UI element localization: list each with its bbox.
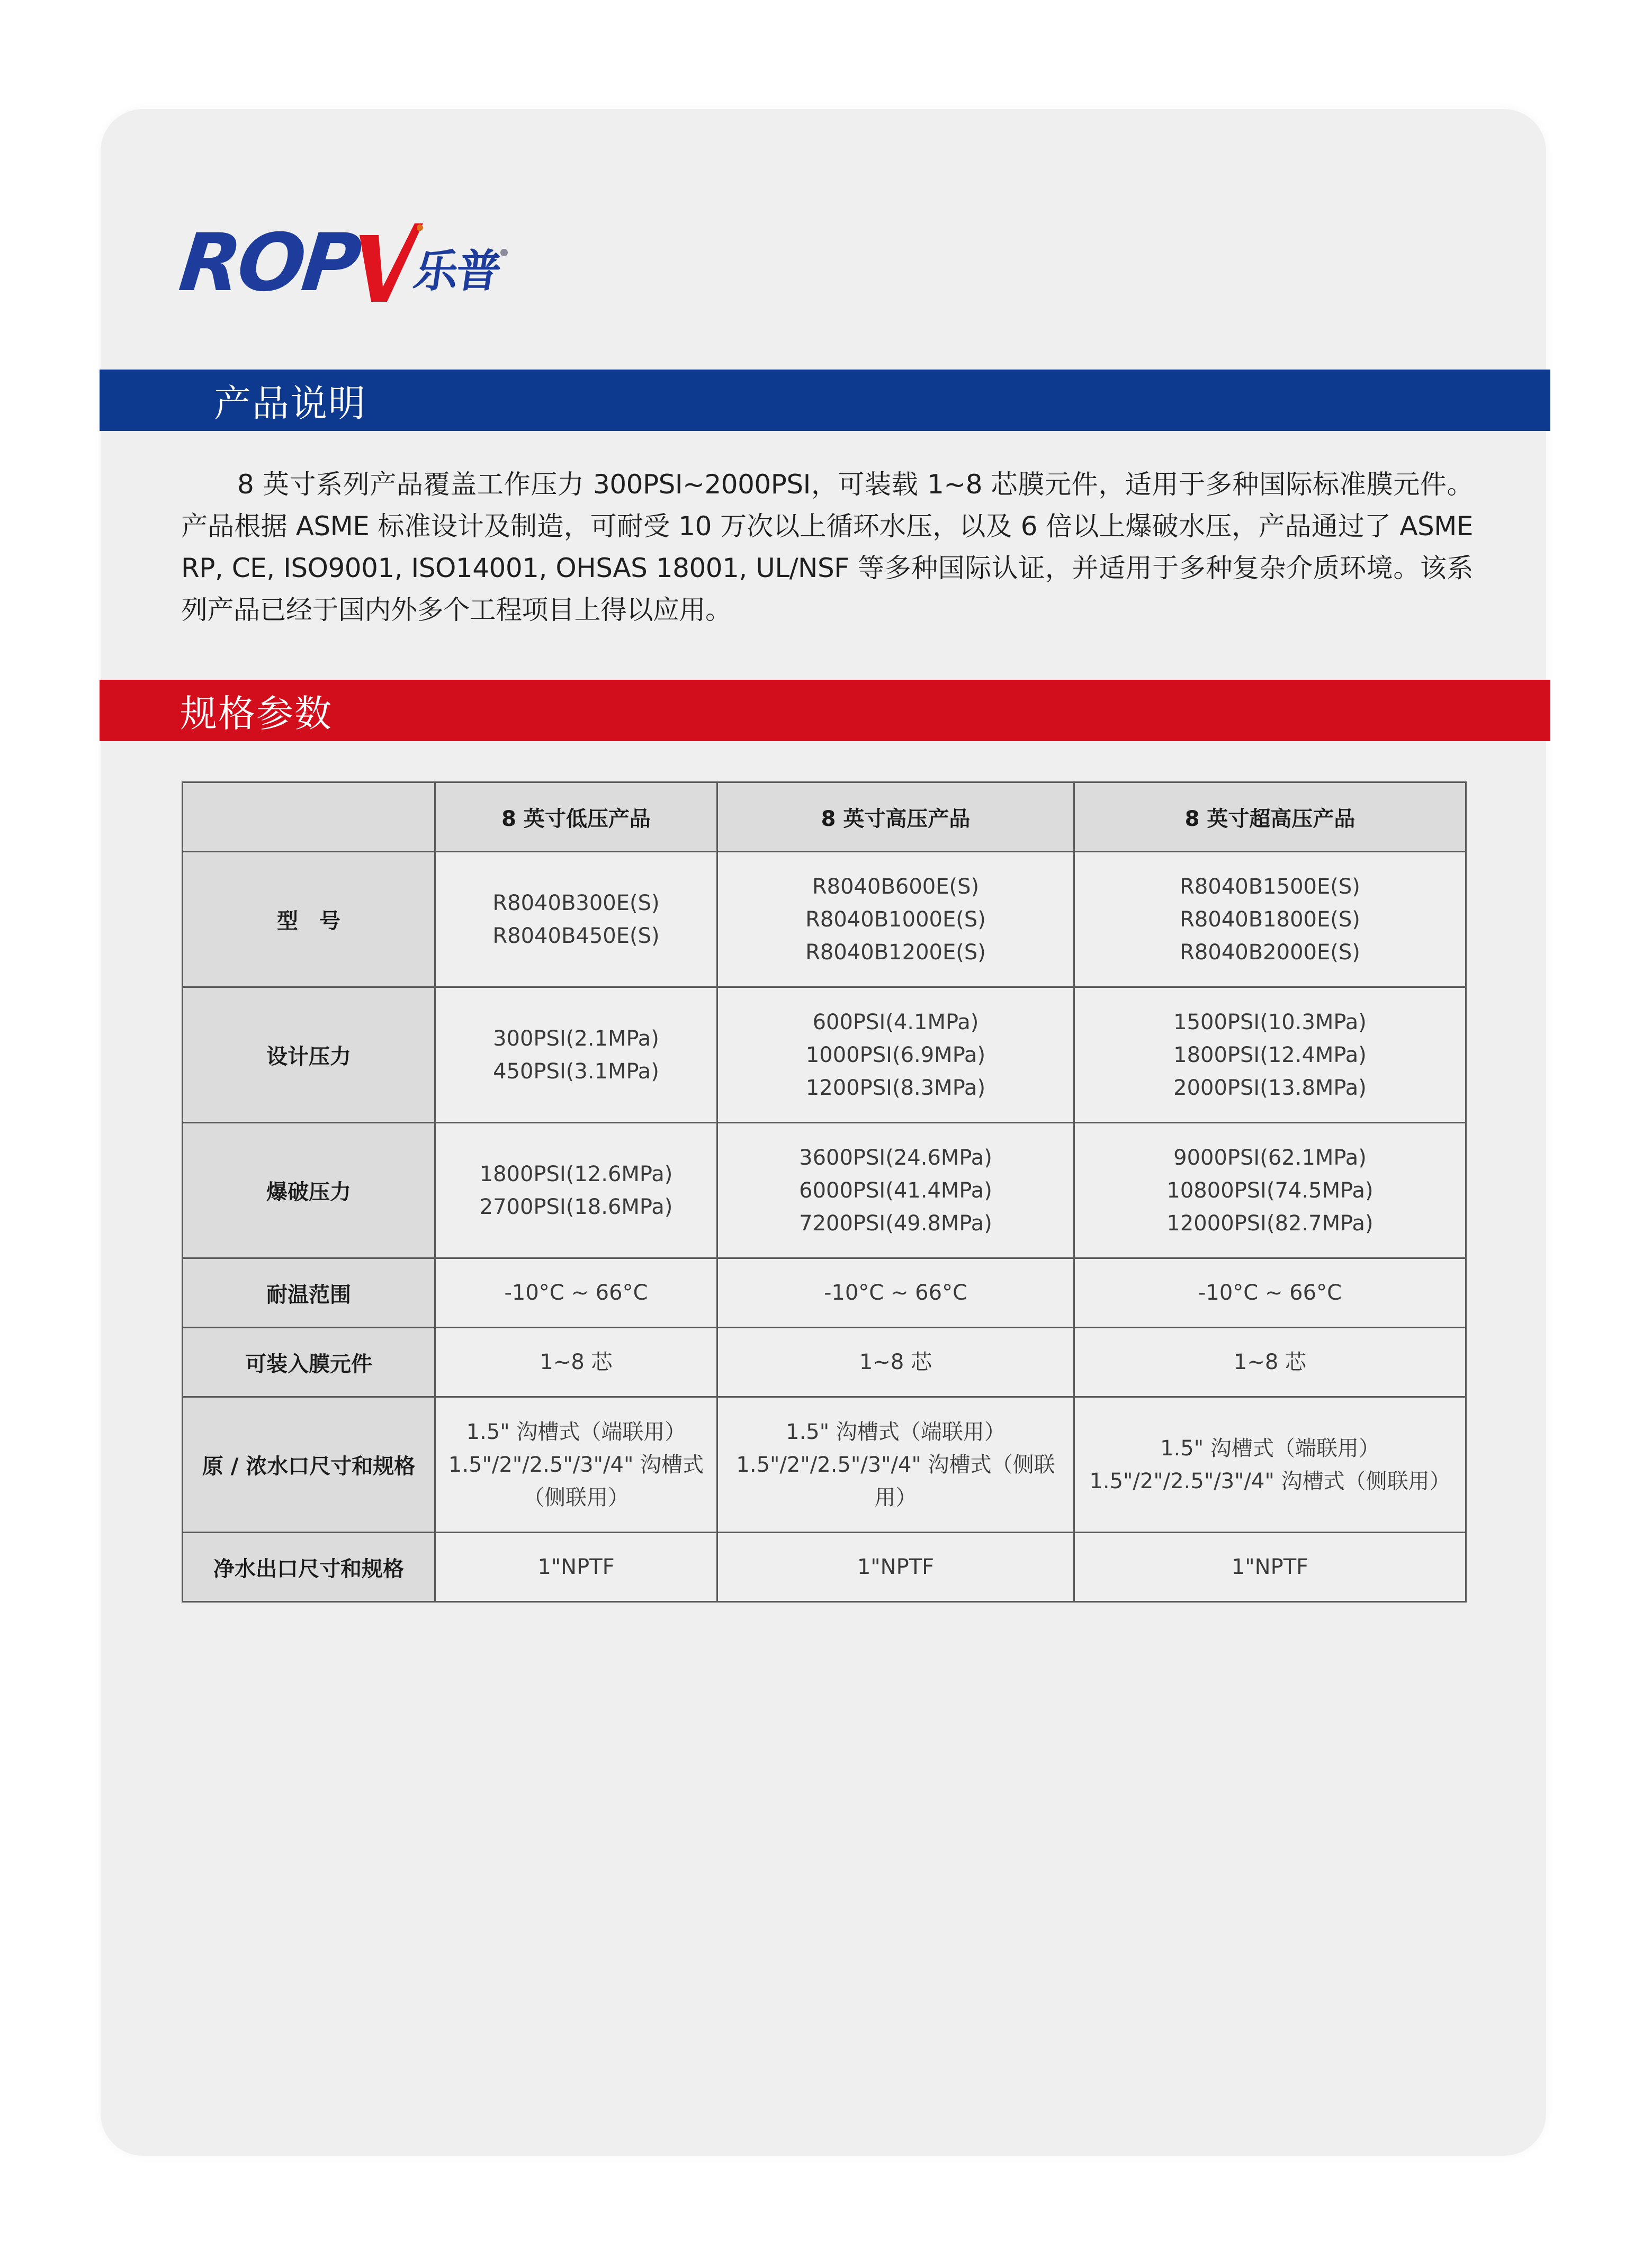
logo-chinese-name: 乐普 xyxy=(410,245,502,297)
table-row-permeate-port xyxy=(183,1533,1466,1602)
header-cell-high-pressure: 8 英寸高压产品 xyxy=(717,782,1074,852)
cell-line: R8040B1000E(S) xyxy=(805,907,986,932)
table-cell xyxy=(717,852,1074,987)
cell-line: 300PSI(2.1MPa) xyxy=(493,1026,659,1051)
table-row-membrane-capacity xyxy=(183,1328,1466,1397)
cell-line: 1.5" 沟槽式（端联用） xyxy=(1160,1436,1380,1461)
table-cell xyxy=(1074,1397,1466,1533)
table-cell xyxy=(717,1123,1074,1258)
cell-line: -10°C ~ 66°C xyxy=(504,1281,648,1305)
cell-line: R8040B1500E(S) xyxy=(1180,874,1360,899)
cell-line: 1"NPTF xyxy=(857,1555,935,1579)
row-label: 爆破压力 xyxy=(183,1123,435,1258)
section-title: 产品说明 xyxy=(214,381,366,425)
table-row-burst-pressure xyxy=(183,1123,1466,1258)
cell-line: R8040B600E(S) xyxy=(812,874,980,899)
cell-line: 3600PSI(24.6MPa) xyxy=(799,1145,992,1170)
table-cell xyxy=(717,1533,1074,1602)
cell-line: 1000PSI(6.9MPa) xyxy=(805,1042,986,1067)
cell-line: -10°C ~ 66°C xyxy=(823,1281,968,1305)
cell-line: 1~8 芯 xyxy=(859,1350,932,1374)
section-header-description xyxy=(100,370,1550,431)
specification-table xyxy=(182,781,1467,1603)
table-cell xyxy=(1074,1533,1466,1602)
table-cell xyxy=(435,1397,717,1533)
header-cell-ultra-high-pressure: 8 英寸超高压产品 xyxy=(1074,782,1466,852)
table-cell xyxy=(1074,1123,1466,1258)
cell-line: 1"NPTF xyxy=(1231,1555,1309,1579)
table-cell xyxy=(717,1397,1074,1533)
row-label: 设计压力 xyxy=(183,987,435,1123)
table-cell xyxy=(435,1533,717,1602)
table-cell xyxy=(435,1328,717,1397)
section-header-specs xyxy=(100,680,1550,741)
cell-line: 9000PSI(62.1MPa) xyxy=(1173,1145,1367,1170)
header-cell-empty xyxy=(183,782,435,852)
cell-line: （侧联用） xyxy=(523,1485,629,1510)
cell-line: 1500PSI(10.3MPa) xyxy=(1173,1010,1367,1034)
table-cell xyxy=(1074,1328,1466,1397)
table-row-model xyxy=(183,852,1466,987)
table-cell xyxy=(717,1328,1074,1397)
cell-line: 2000PSI(13.8MPa) xyxy=(1173,1075,1367,1100)
product-description-paragraph: 8 英寸系列产品覆盖工作压力 300PSI~2000PSI，可装载 1~8 芯膜元件，适用于多种国际标准膜元件。产品根据 ASME 标准设计及制造，可耐受 10 万次以上循环水压，以及 6 倍以上爆破水压，产品通过了 ASME RP, CE, ISO9001, ISO14001, OHSAS 18001, UL/NSF 等多种国际认证，并适用于多种复杂介质环境。该系列产品已经于国内外多个工程项目上得以应用。 xyxy=(181,469,1473,625)
cell-line: R8040B1200E(S) xyxy=(805,940,986,965)
cell-line: 1.5"/2"/2.5"/3"/4" 沟槽式 xyxy=(448,1452,704,1477)
cell-line: 1.5"/2"/2.5"/3"/4" 沟槽式（侧联用） xyxy=(1089,1469,1451,1493)
table-row-temperature-range xyxy=(183,1258,1466,1328)
cell-line: 1.5" 沟槽式（端联用） xyxy=(466,1419,686,1444)
header-cell-low-pressure: 8 英寸低压产品 xyxy=(435,782,717,852)
row-label: 可装入膜元件 xyxy=(183,1328,435,1397)
table-cell xyxy=(435,1123,717,1258)
cell-line: R8040B300E(S) xyxy=(492,890,660,915)
cell-line: 1800PSI(12.4MPa) xyxy=(1173,1042,1367,1067)
row-label: 原 / 浓水口尺寸和规格 xyxy=(183,1397,435,1533)
cell-line: 1.5" 沟槽式（端联用） xyxy=(786,1419,1005,1444)
cell-line: R8040B2000E(S) xyxy=(1180,940,1360,965)
cell-line: 450PSI(3.1MPa) xyxy=(493,1059,659,1084)
cell-line: 1~8 芯 xyxy=(1233,1350,1307,1374)
row-label: 净水出口尺寸和规格 xyxy=(183,1533,435,1602)
table-row-design-pressure xyxy=(183,987,1466,1123)
table-cell xyxy=(435,852,717,987)
logo-wordmark: ROP xyxy=(175,217,363,309)
cell-line: -10°C ~ 66°C xyxy=(1198,1281,1342,1305)
table-cell xyxy=(1074,1258,1466,1328)
table-cell xyxy=(717,987,1074,1123)
table-cell xyxy=(717,1258,1074,1328)
table-cell xyxy=(1074,987,1466,1123)
cell-line: 10800PSI(74.5MPa) xyxy=(1166,1178,1373,1203)
cell-line: 1~8 芯 xyxy=(540,1350,613,1374)
cell-line: 12000PSI(82.7MPa) xyxy=(1166,1211,1373,1236)
cell-line: 600PSI(4.1MPa) xyxy=(812,1010,979,1034)
row-label: 耐温范围 xyxy=(183,1258,435,1328)
cell-line: 1800PSI(12.6MPa) xyxy=(479,1162,673,1186)
table-cell xyxy=(435,1258,717,1328)
cell-line: 1200PSI(8.3MPa) xyxy=(805,1075,986,1100)
logo-v-mark-icon xyxy=(355,223,419,303)
table-cell xyxy=(435,987,717,1123)
cell-line: R8040B450E(S) xyxy=(492,923,660,948)
table-cell xyxy=(1074,852,1466,987)
cell-line: 2700PSI(18.6MPa) xyxy=(479,1194,673,1219)
cell-line: 1"NPTF xyxy=(537,1555,615,1579)
row-label: 型 号 xyxy=(183,852,435,987)
cell-line: R8040B1800E(S) xyxy=(1180,907,1360,932)
table-row-feed-concentrate-port xyxy=(183,1397,1466,1533)
section-title: 规格参数 xyxy=(180,691,333,735)
cell-line: 6000PSI(41.4MPa) xyxy=(799,1178,992,1203)
table-header-row xyxy=(183,782,1466,852)
ropv-logo xyxy=(175,217,508,309)
cell-line: 7200PSI(49.8MPa) xyxy=(799,1211,992,1236)
cell-line: 1.5"/2"/2.5"/3"/4" 沟槽式（侧联用） xyxy=(736,1452,1055,1510)
